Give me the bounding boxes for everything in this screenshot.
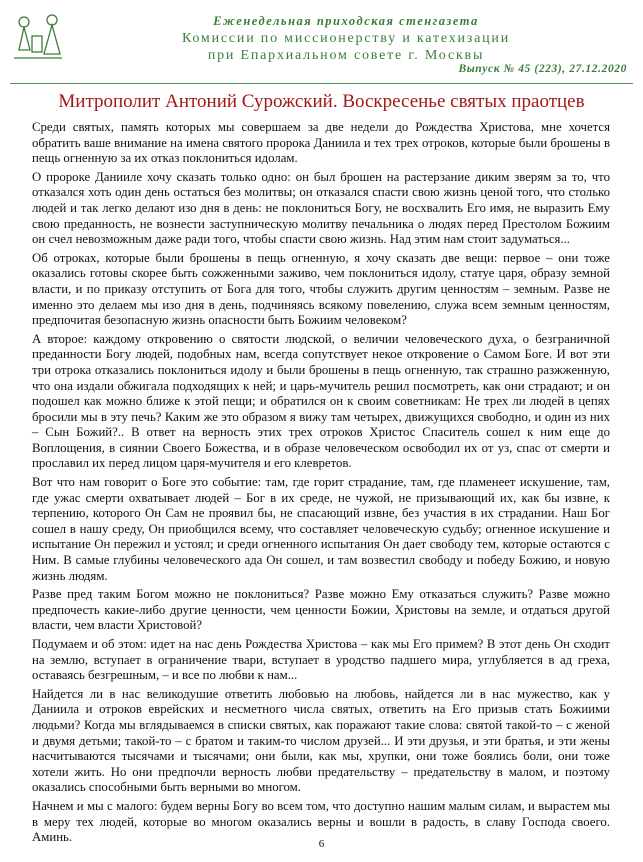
header-commission: Комиссии по миссионерству и катехизации xyxy=(181,31,511,46)
article-paragraph: Подумаем и об этом: идет на нас день Рождества Христова – как мы Его примем? В этот день Он сходит на землю, вступает в ограничение твари, вступает в уродство падшего мира, углубляется в ад греха, оставаясь безгрешным, – и все по любви к нам... xyxy=(32,637,610,683)
article-paragraph: Среди святых, память которых мы совершаем за две недели до Рождества Христова, мне хочется обратить ваше внимание на имена святого пророка Даниила и тех трех отроков, которые были брошены в пещь огненную за их отказ поклониться идолам. xyxy=(32,120,610,166)
article-body xyxy=(32,120,610,849)
article-paragraph: Разве пред таким Богом можно не поклониться? Разве можно Ему отказаться служить? Разве можно предпочесть какие-либо другие ценности, чем ценности Божии, Христовы на земле, и отдаться другой власти, чем власти Христовой? xyxy=(32,587,610,633)
article-paragraph: Начнем и мы с малого: будем верны Богу во всем том, что доступно нашим малым силам, и вырастем мы в меру тех людей, которые во многом оказались верны и вошли в радость, в славу Господа своего. Аминь. xyxy=(32,798,610,845)
article-title: Митрополит Антоний Сурожский. Воскресенье святых праотцев xyxy=(58,91,585,112)
article-paragraph: Об отроках, которые были брошены в пещь огненную, я хочу сказать две вещи: первое – они тоже оказались готовы скорее быть сожженными заживо, чем поклониться идолу, статуе царя, образу земной власти, и по приказу отступить от Бога для того, чтобы служить другим ценностям – земным. Разве не именно это делаем мы изо дня в день, подчиняясь всякому повелению, служа всем земным ценностям, предпочитая безопасную жизнь опасности быть Божиим человеком? xyxy=(32,250,610,328)
newsletter-logo xyxy=(10,10,66,64)
article-paragraph: Найдется ли в нас великодушие ответить любовью на любовь, найдется ли в нас мужество, как у Даниила и отроков еврейских и несметного числа святых, ответить на Его призыв стать Божиими людьми? Когда мы вглядываемся в списки святых, как поражают такие слова: святой такой-то – с женой и двумя детьми; такой-то – с братом и таким-то числом друзей... И эти друзья, и эти братья, и эти жены насчитываются тысячами и тысячами; они были, как мы, хрупки, они тоже боялись боли, они тоже хотели жить. Но они предпочли верность любви предательству – предательству в малом, и поэтому оказались способными быть верными во многом. xyxy=(32,686,610,795)
header-subtitle: Еженедельная приходская стенгазета xyxy=(213,14,479,28)
article-paragraph: А второе: каждому откровению о святости людской, о величии человеческого духа, о безграничной преданности Богу людей, подобных нам, всегда сопутствует некое откровение о Самом Боге. И вот эти три отрока отказались поклониться идолу и были брошены в пещь огненную, так страшно разжженную, что она издали обжигала подходящих к ней; и царь-мучитель решил посмотреть, как они страдают; и он подошел как можно ближе к этой пещи; и обратился он к своим советникам: Не трех ли людей в цепях бросили мы в эту печь? Каким же это образом я вижу там четырех, движущихся свободно, и один из них – Сын Божий?.. В ответ на верность этих трех отроков Христос Спаситель сошел к ним еще до Воплощения, в сиянии Своего Божества, и в образе человеческом освободил их от уз, спас от смерти и прославил их перед лицом царя-мучителя и его клевретов. xyxy=(32,331,610,471)
issue-number: Выпуск № 45 (223), 27.12.2020 xyxy=(458,63,627,75)
article-paragraph: Вот что нам говорит о Боге это событие: там, где горит страдание, там, где пламенеет искушение, там, где ужас смерти охватывает людей – Бог в их среде, не чужой, не призывающий их, как бы извне, к терпению, которого Он Сам не проявил бы, не спасающий извне, без участия в их страдании. Наш Бог сошел в нашу среду, Он приобщился всему, что составляет человеческую судьбу; огненное искушение и испытание Он пережил и устоял; и среди огненного испытания Он дает свободу тем, которые остаются с Ним. В самые глубины человеческого ада Он сошел, и там возвестил свободу и победу Божию, и новую жизнь людям. xyxy=(32,475,610,583)
page-number: 6 xyxy=(318,838,325,850)
newsletter-header xyxy=(62,12,630,64)
header-council: при Епархиальном совете г. Москвы xyxy=(207,48,485,63)
header-divider xyxy=(10,83,633,84)
article-paragraph: О пророке Данииле хочу сказать только одно: он был брошен на растерзание диким зверям за то, что отказался хоть один день остаться без молитвы; он отказался спасти свою жизнь ценой того, что столько людей и так легко делают изо дня в день: не поклониться Богу, не восхвалить Его имя, не выразить Ему свою преданность, не вознести заступническую молитву печальника о людях перед Престолом Божиим он счел невозможным даже ради того, чтобы спасти свою жизнь. Над этим нам стоит задуматься... xyxy=(32,169,610,247)
